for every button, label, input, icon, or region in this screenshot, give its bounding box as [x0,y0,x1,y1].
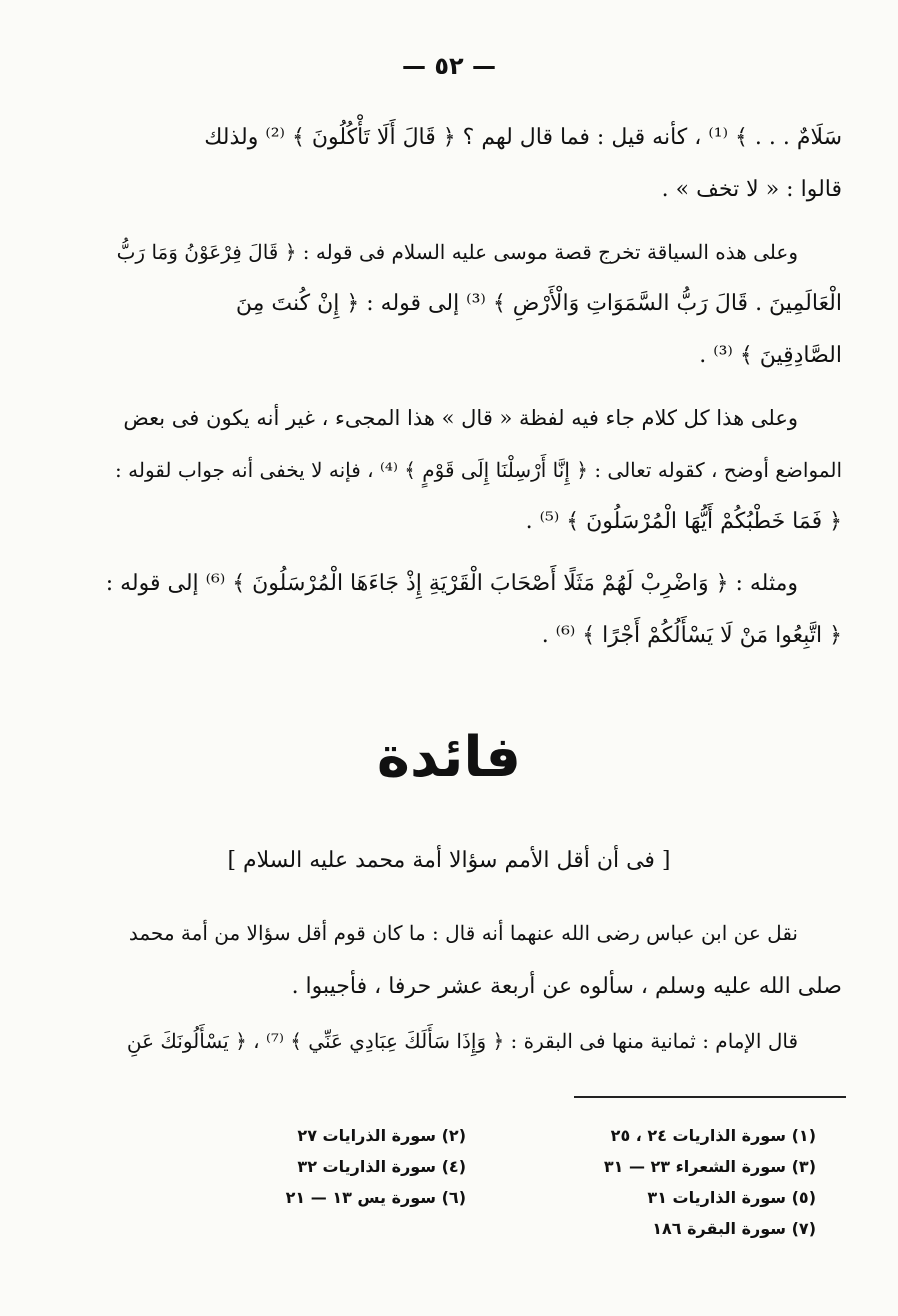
footnote-2: (٢) سورة الذرايات ٢٧ [297,1126,466,1145]
footnote-7: (٧) سورة البقرة ١٨٦ [652,1219,816,1238]
footnote-divider [574,1096,846,1098]
footnote-4: (٤) سورة الذاريات ٣٢ [297,1157,466,1176]
section-subheading: [ فى أن أقل الأمم سؤالا أمة محمد عليه السلام ] [227,848,671,873]
text-line: الصَّادِقِينَ ﴾ ⁽³⁾ . [699,343,842,368]
text-line: ﴿ فَمَا خَطْبُكُمْ أَيُّهَا الْمُرْسَلُونَ ﴾ ⁽⁵⁾ . [525,509,842,534]
text-line: وعلى هذه السياقة تخرج قصة موسى عليه السلام فى قوله : ﴿ قَالَ فِرْعَوْنُ وَمَا رَبُّ [116,240,798,264]
text-line: صلى الله عليه وسلم ، سألوه عن أربعة عشر حرفا ، فأجيبوا . [291,974,842,999]
section-heading: فائدة [376,725,522,790]
body-text-upper [106,112,842,662]
footnote-5: (٥) سورة الذاريات ٣١ [647,1188,816,1207]
body-text-lower [106,906,842,1068]
footnote-3: (٣) سورة الشعراء ٢٣ — ٣١ [603,1157,816,1176]
text-line: وعلى هذا كل كلام جاء فيه لفظة « قال » هذا المجىء ، غير أنه يكون فى بعض [123,406,798,430]
footnote-6: (٦) سورة يس ١٣ — ٢١ [285,1188,466,1207]
text-line: قال الإمام : ثمانية منها فى البقرة : ﴿ وَإِذَا سَأَلَكَ عِبَادِي عَنِّي ﴾ ⁽⁷⁾ ، ﴿ يَسْأَلُونَكَ عَنِ [126,1029,798,1053]
page-number: — ٥٢ — [401,52,496,80]
text-line: قالوا : « لا تخف » . [661,177,842,202]
text-line: الْعَالَمِينَ . قَالَ رَبُّ السَّمَوَاتِ وَالْأَرْضِ ﴾ ⁽³⁾ إلى قوله : ﴿ إِنْ كُنتَ مِنَ [235,291,842,316]
text-line: نقل عن ابن عباس رضى الله عنهما أنه قال : ما كان قوم أقل سؤالا من أمة محمد [128,921,798,945]
text-line: سَلَامٌ . . . ﴾ ⁽¹⁾ ، كأنه قيل : فما قال لهم ؟ ﴿ قَالَ أَلَا تَأْكُلُونَ ﴾ ⁽²⁾ ولذلك [204,125,842,150]
text-line: المواضع أوضح ، كقوله تعالى : ﴿ إِنَّا أَرْسِلْنَا إِلَى قَوْمٍ ﴾ ⁽⁴⁾ ، فإنه لا يخفى أنه جواب لقوله : [115,458,842,482]
footnote-1: (١) سورة الذاريات ٢٤ ، ٢٥ [610,1126,816,1145]
text-line: ومثله : ﴿ وَاضْرِبْ لَهُمْ مَثَلًا أَصْحَابَ الْقَرْيَةِ إِذْ جَاءَهَا الْمُرْسَلُونَ ﴾ ⁽⁶⁾ إلى قوله : [106,571,798,596]
text-line: ﴿ اتَّبِعُوا مَنْ لَا يَسْأَلُكُمْ أَجْرًا ﴾ ⁽⁶⁾ . [541,623,842,648]
